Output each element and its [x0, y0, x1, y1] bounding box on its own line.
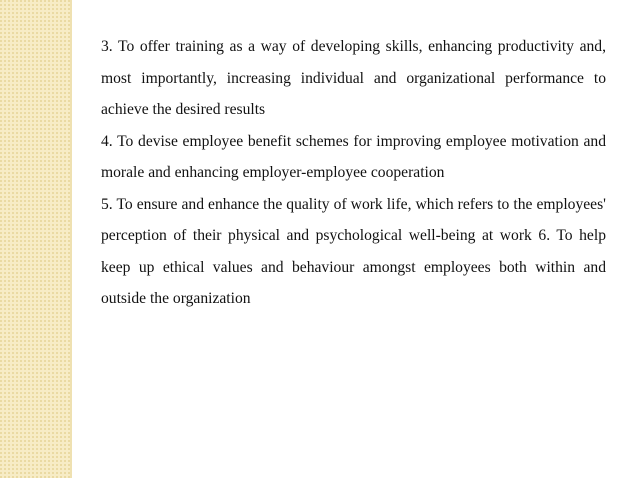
decorative-band-edge — [70, 0, 72, 478]
paragraph-quality-of-work-life: 5. To ensure and enhance the quality of work life, which refers to the employees' perception of their physical and psychological well-being at work 6. To help keep up ethical values and behaviour amongst employees both within and outside the organization — [101, 195, 606, 307]
slide-body — [101, 31, 606, 315]
paragraph-training: 3. To offer training as a way of developing skills, enhancing productivity and, most importantly, increasing individual and organizational performance to achieve the desired results — [101, 38, 606, 118]
decorative-left-band — [0, 0, 70, 478]
paragraph-benefit-schemes: 4. To devise employee benefit schemes for improving employee motivation and morale and enhancing employer-employee cooperation — [101, 132, 606, 181]
